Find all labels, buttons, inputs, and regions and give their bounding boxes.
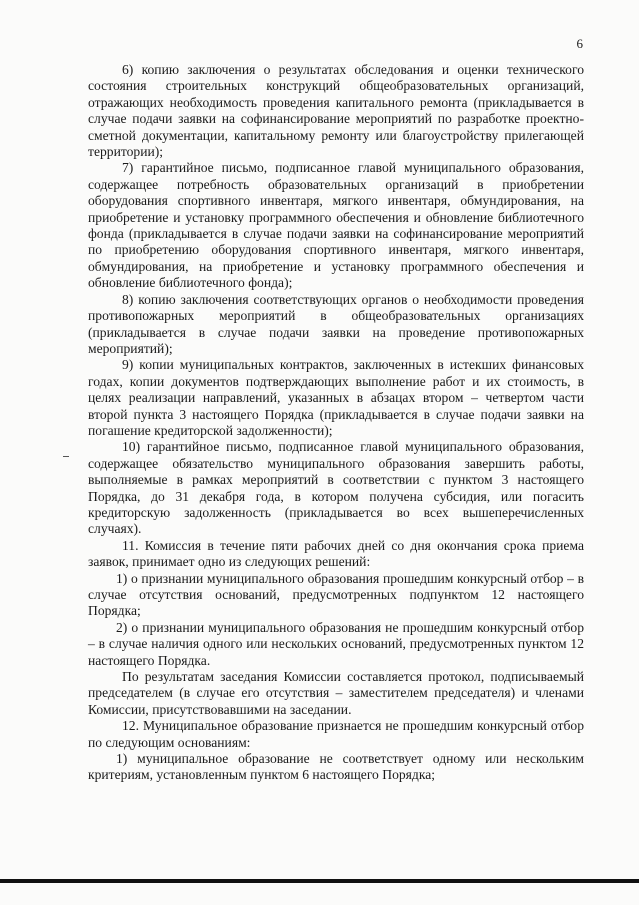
clause-11-subitem-1: 1) о признании муниципального образования прошедшим конкурсный отбор – в случае отсутствия оснований, предусмотренных подпунктом 12 настоящего Порядка; [88, 570, 584, 619]
clause-12-paragraph: 12. Муниципальное образование признается не прошедшим конкурсный отбор по следующим основаниям: [88, 718, 584, 750]
scan-mark [63, 456, 69, 457]
protocol-paragraph: По результатам заседания Комиссии составляется протокол, подписываемый председателем (в случае его отсутствия – заместителем председателя) и членами Комиссии, присутствовавшими на заседании. [88, 669, 584, 717]
clause-12-subitem-1: 1) муниципальное образование не соответствует одному или нескольким критериям, установленным пунктом 6 настоящего Порядка; [88, 751, 584, 783]
item-10-paragraph: 10) гарантийное письмо, подписанное главой муниципального образования, содержащее обязательство муниципального образования завершить работы, выполняемые в рамках мероприятий в соответствии с пунктом 3 настоящего Порядка, до 31 декабря года, в котором получена субсидия, или погасить кредиторскую задолженность (прикладывается во всех вышеперечисленных случаях). [88, 439, 584, 537]
item-9-paragraph: 9) копии муниципальных контрактов, заключенных в истекших финансовых годах, копии документов подтверждающих выполнение работ и их стоимость, в целях реализации направлений, указанных в абзацах втором – четвертом части второй пункта 3 настоящего Порядка (прикладывается в случае подачи заявки на погашение кредиторской задолженности); [88, 357, 584, 438]
document-body [88, 62, 584, 784]
item-6-paragraph: 6) копию заключения о результатах обследования и оценки технического состояния строительных конструкций общеобразовательных организаций, отражающих необходимость проведения капитального ремонта (прикладывается в случае подачи заявки на софинансирование мероприятий по разработке проектно-сметной документации, капитальному ремонту или благоустройству прилегающей территории); [88, 62, 584, 160]
clause-11-paragraph: 11. Комиссия в течение пяти рабочих дней со дня окончания срока приема заявок, принимает одно из следующих решений: [88, 537, 584, 570]
item-7-paragraph: 7) гарантийное письмо, подписанное главой муниципального образования, содержащее потребность образовательных организаций в приобретении оборудования спортивного инвентаря, мягкого инвентаря, обмундирования, на приобретение и установку программного обеспечения и обновление библиотечного фонда (прикладывается в случае подачи заявки на софинансирование мероприятий по приобретению оборудования спортивного инвентаря, мягкого инвентаря, обмундирования, на приобретение и установку программного обеспечения и обновление библиотечного фонда); [88, 160, 584, 291]
clause-11-subitem-2: 2) о признании муниципального образования не прошедшим конкурсный отбор – в случае наличия одного или нескольких оснований, предусмотренных пунктом 12 настоящего Порядка. [88, 619, 584, 668]
scan-edge-line [0, 879, 639, 883]
page-number: 6 [576, 36, 583, 51]
item-8-paragraph: 8) копию заключения соответствующих органов о необходимости проведения противопожарных мероприятий в общеобразовательных организациях (прикладывается в случае подачи заявки на проведение противопожарных мероприятий); [88, 291, 584, 356]
